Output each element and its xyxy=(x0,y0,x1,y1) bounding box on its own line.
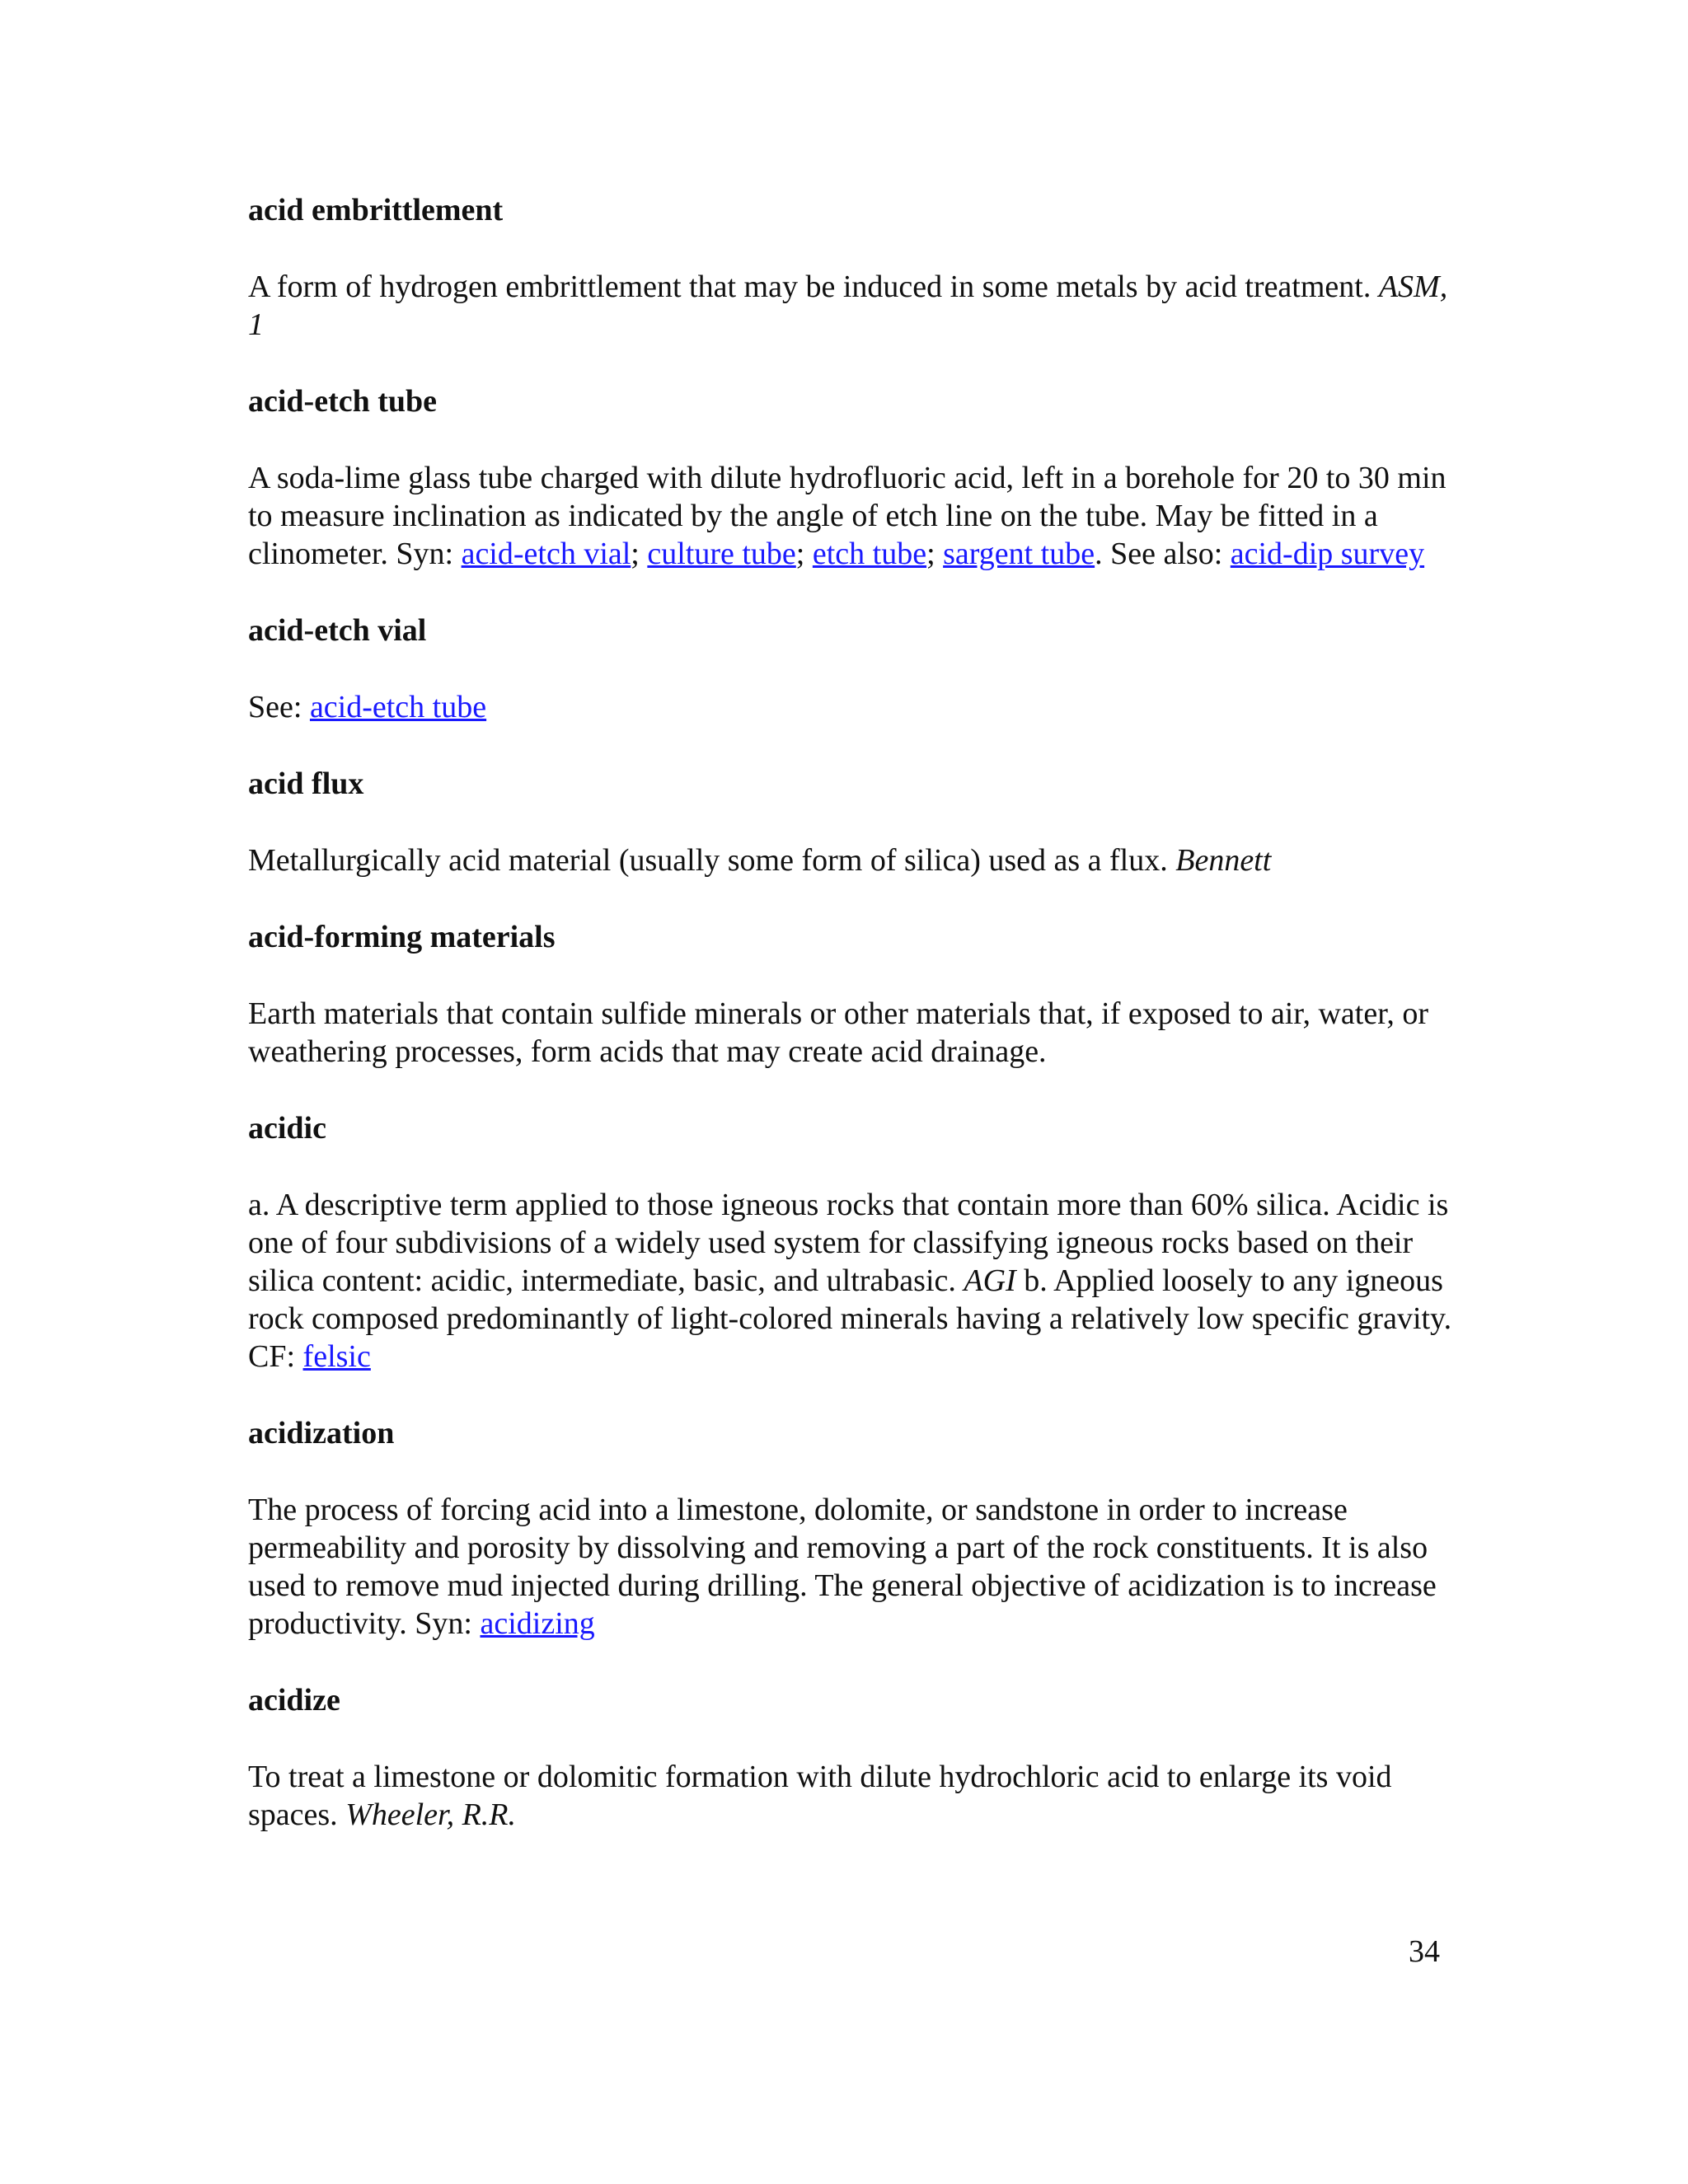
cross-reference-link[interactable]: etch tube xyxy=(812,537,927,571)
source-citation: Wheeler, R.R. xyxy=(345,1797,516,1832)
definition-text: ; xyxy=(926,537,944,571)
glossary-entry xyxy=(248,765,1460,879)
page-number: 34 xyxy=(1409,1934,1440,1969)
entry-definition xyxy=(248,995,1460,1071)
entry-term: acidization xyxy=(248,1416,395,1451)
glossary-entry xyxy=(248,918,1460,1071)
cross-reference-link[interactable]: sargent tube xyxy=(943,537,1095,571)
cross-reference-link[interactable]: acid-dip survey xyxy=(1230,537,1425,571)
definition-text: See: xyxy=(248,690,310,724)
entry-term: acidize xyxy=(248,1683,340,1718)
definition-text: To treat a limestone or dolomitic formation with dilute hydrochloric acid to enlarge its void spaces. xyxy=(248,1760,1392,1832)
entry-term: acid embrittlement xyxy=(248,193,504,227)
source-citation: ASM, 1 xyxy=(248,269,1448,342)
entry-definition xyxy=(248,688,1460,726)
definition-text: . See also: xyxy=(1095,537,1231,571)
glossary-entry xyxy=(248,1681,1460,1834)
definition-text: ; xyxy=(795,537,813,571)
glossary-entry xyxy=(248,382,1460,573)
definition-text: A form of hydrogen embrittlement that may be induced in some metals by acid treatment. xyxy=(248,269,1379,304)
glossary-page xyxy=(248,191,1460,1872)
cross-reference-link[interactable]: acid-etch vial xyxy=(461,537,631,571)
source-citation: AGI xyxy=(964,1263,1016,1298)
cross-reference-link[interactable]: culture tube xyxy=(647,537,796,571)
definition-text: The process of forcing acid into a limestone, dolomite, or sandstone in order to increase permeability and porosity by dissolving and removing a part of the rock constituents. It is also used to remove mud injected during drilling. The general objective of acidization is to increase productivity. Syn: xyxy=(248,1493,1437,1641)
source-citation: Bennett xyxy=(1175,843,1272,878)
definition-text: ; xyxy=(631,537,648,571)
definition-text: Metallurgically acid material (usually some form of silica) used as a flux. xyxy=(248,843,1176,878)
entry-definition xyxy=(248,1491,1460,1643)
entry-term: acidic xyxy=(248,1111,326,1146)
definition-text: Earth materials that contain sulfide minerals or other materials that, if exposed to air, water, or weathering processes, form acids that may create acid drainage. xyxy=(248,996,1429,1069)
entry-definition xyxy=(248,1186,1460,1376)
entry-term: acid-forming materials xyxy=(248,920,556,954)
entry-term: acid-etch vial xyxy=(248,613,427,648)
cross-reference-link[interactable]: acid-etch tube xyxy=(309,690,487,724)
glossary-entry xyxy=(248,191,1460,344)
entry-definition xyxy=(248,459,1460,573)
entry-definition xyxy=(248,841,1460,879)
cross-reference-link[interactable]: acidizing xyxy=(480,1606,595,1641)
entry-definition xyxy=(248,1758,1460,1834)
definition-text: b. Applied loosely to any igneous rock composed predominantly of light-colored minerals having a relatively low specific gravity. CF: xyxy=(248,1263,1452,1374)
definition-text: a. A descriptive term applied to those igneous rocks that contain more than 60% silica. Acidic is one of four subdivisions of a widely used system for classifying igneous rocks based on their silica content: acidic, intermediate, basic, and ultrabasic. xyxy=(248,1188,1449,1298)
entry-term: acid flux xyxy=(248,766,364,801)
glossary-entry xyxy=(248,612,1460,726)
definition-text: A soda-lime glass tube charged with dilute hydrofluoric acid, left in a borehole for 20 to 30 min to measure inclination as indicated by the angle of etch line on the tube. May be fitted in a clinometer. Syn: xyxy=(248,461,1447,571)
glossary-entry xyxy=(248,1109,1460,1376)
glossary-entry xyxy=(248,1414,1460,1643)
cross-reference-link[interactable]: felsic xyxy=(302,1339,371,1374)
entry-term: acid-etch tube xyxy=(248,384,438,419)
entry-definition xyxy=(248,268,1460,344)
